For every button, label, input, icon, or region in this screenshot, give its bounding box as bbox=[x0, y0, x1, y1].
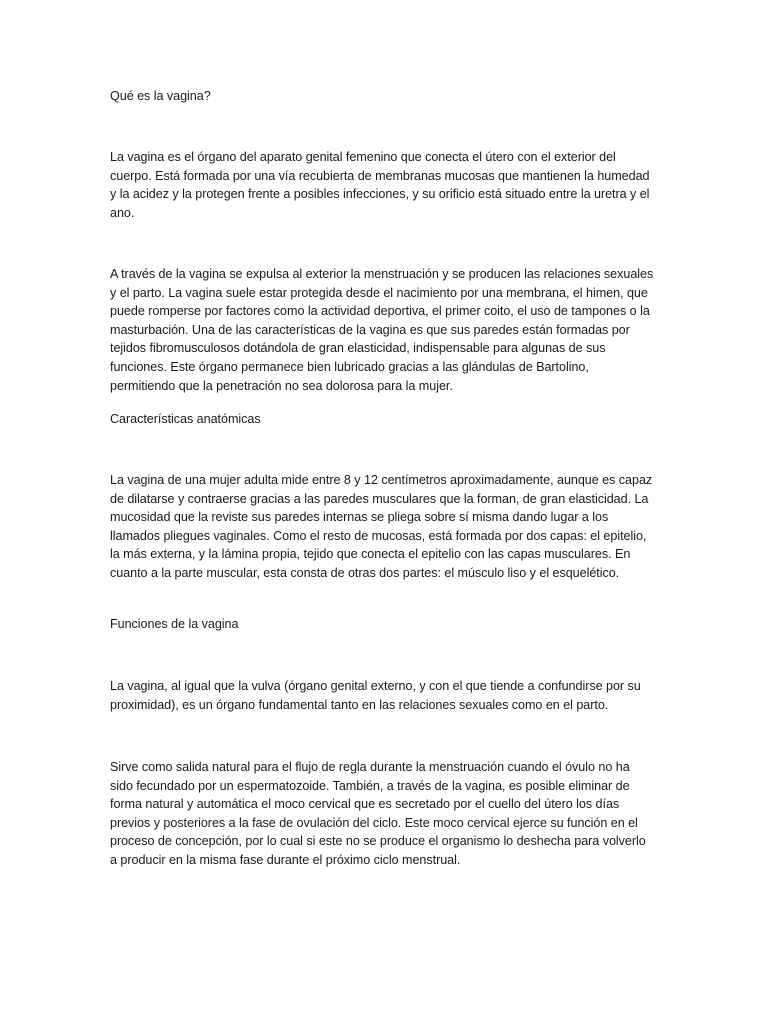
section-heading-anatomy: Características anatómicas bbox=[110, 412, 261, 426]
document-title: Qué es la vagina? bbox=[110, 89, 211, 103]
section-heading-functions: Funciones de la vagina bbox=[110, 617, 239, 631]
paragraph-functions-intro: La vagina, al igual que la vulva (órgano genital externo, y con el que tiende a confundirse por su proximidad), es un órgano fundamental tanto en las relaciones sexuales como en el parto. bbox=[110, 679, 641, 712]
paragraph-overview: A través de la vagina se expulsa al exterior la menstruación y se producen las relaciones sexuales y el parto. La vagina suele estar protegida desde el nacimiento por una membrana, el himen, que puede romperse por factores como la actividad deportiva, el primer coito, el uso de tampones o la masturbación. Una de las características de la vagina es que sus paredes están formadas por tejidos fibromusculosos dotándola de gran elasticidad, indispensable para algunas de sus funciones. Este órgano permanece bien lubricado gracias a las glándulas de Bartolino, permitiendo que la penetración no sea dolorosa para la mujer. bbox=[110, 267, 654, 393]
paragraph-definition: La vagina es el órgano del aparato genital femenino que conecta el útero con el exterior del cuerpo. Está formada por una vía recubierta de membranas mucosas que mantienen la humedad y la acidez y la protegen frente a posibles infecciones, y su orificio está situado entre la uretra y el ano. bbox=[110, 150, 650, 220]
paragraph-anatomy: La vagina de una mujer adulta mide entre 8 y 12 centímetros aproximadamente, aunque es capaz de dilatarse y contraerse gracias a las paredes musculares que la forman, de gran elasticidad. La mucosidad que la reviste sus paredes internas se pliega sobre sí misma dando lugar a los llamados pliegues vaginales. Como el resto de mucosas, está formada por dos capas: el epitelio, la más externa, y la lámina propia, tejido que conecta el epitelio con las capas musculares. En cuanto a la parte muscular, esta consta de otras dos partes: el músculo liso y el esquelético. bbox=[110, 473, 653, 580]
paragraph-functions-detail: Sirve como salida natural para el flujo de regla durante la menstruación cuando el óvulo no ha sido fecundado por un espermatozoide. También, a través de la vagina, es posible eliminar de forma natural y automática el moco cervical que es secretado por el cuello del útero los días previos y posteriores a la fase de ovulación del ciclo. Este moco cervical ejerce su función en el proceso de concepción, por lo cual si este no se produce el organismo lo deshecha para volverlo a producir en la misma fase durante el próximo ciclo menstrual. bbox=[110, 760, 646, 867]
